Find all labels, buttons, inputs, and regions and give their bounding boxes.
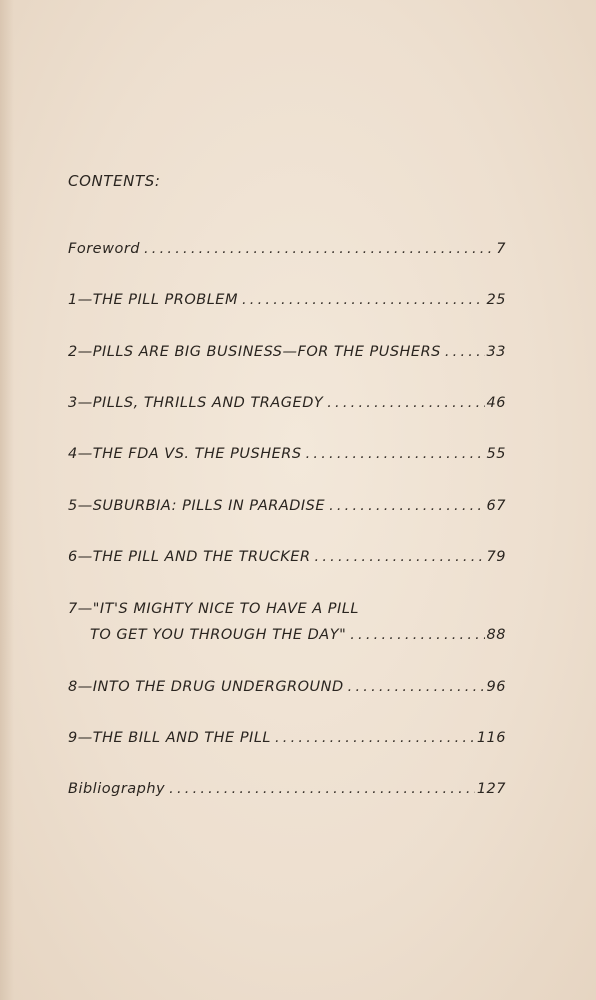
toc-entry-title: 2—PILLS ARE BIG BUSINESS—FOR THE PUSHERS (68, 344, 441, 360)
toc-entry-page: 116 (476, 730, 506, 746)
dot-leader (169, 776, 475, 802)
toc-entry-page: 33 (486, 344, 506, 360)
toc-entry-title-line-1: 7—"IT'S MIGHTY NICE TO HAVE A PILL (68, 601, 359, 617)
dot-leader (348, 674, 485, 700)
toc-entry-title: 9—THE BILL AND THE PILL (68, 730, 271, 746)
toc-entry-title: 5—SUBURBIA: PILLS IN PARADISE (68, 498, 326, 514)
toc-entry-title: 3—PILLS, THRILLS AND TRAGEDY (68, 395, 324, 411)
dot-leader (350, 622, 484, 648)
toc-entry-page: 127 (476, 781, 506, 797)
toc-entry-foreword (68, 236, 506, 262)
toc-entry-title: Bibliography (68, 781, 166, 797)
toc-entry-page: 55 (486, 446, 506, 462)
toc-entry-page: 67 (486, 498, 506, 514)
toc-entry-chapter-8 (68, 674, 506, 700)
dot-leader (329, 493, 484, 519)
toc-entry-page: 7 (496, 241, 506, 257)
toc-entry-bibliography (68, 776, 506, 802)
dot-leader (445, 339, 485, 365)
dot-leader (327, 390, 484, 416)
toc-entry-chapter-6 (68, 544, 506, 570)
toc-entry-chapter-4 (68, 441, 506, 467)
toc-entry-page: 46 (486, 395, 506, 411)
toc-entry-title-line-2: TO GET YOU THROUGH THE DAY" (90, 627, 347, 643)
dot-leader (306, 441, 485, 467)
toc-entry-chapter-2 (68, 339, 506, 365)
toc-entry-chapter-9 (68, 725, 506, 751)
toc-entry-chapter-3 (68, 390, 506, 416)
toc-entry-title: Foreword (68, 241, 140, 257)
toc-entry-page: 79 (486, 549, 506, 565)
toc-entry-page: 96 (486, 679, 506, 695)
toc-entry-chapter-1 (68, 287, 506, 313)
toc-entry-page: 25 (486, 292, 506, 308)
toc-entry-title: 6—THE PILL AND THE TRUCKER (68, 549, 311, 565)
toc-entry-title: 8—INTO THE DRUG UNDERGROUND (68, 679, 344, 695)
toc-entry-page: 88 (486, 627, 506, 643)
toc-entry-title: 1—THE PILL PROBLEM (68, 292, 238, 308)
dot-leader (275, 725, 475, 751)
dot-leader (144, 236, 494, 262)
toc-entry-chapter-7 (68, 596, 506, 648)
toc-entry-chapter-5 (68, 493, 506, 519)
dot-leader (315, 544, 485, 570)
dot-leader (242, 287, 485, 313)
toc-entry-title: 4—THE FDA VS. THE PUSHERS (68, 446, 302, 462)
contents-heading: CONTENTS: (68, 172, 161, 190)
